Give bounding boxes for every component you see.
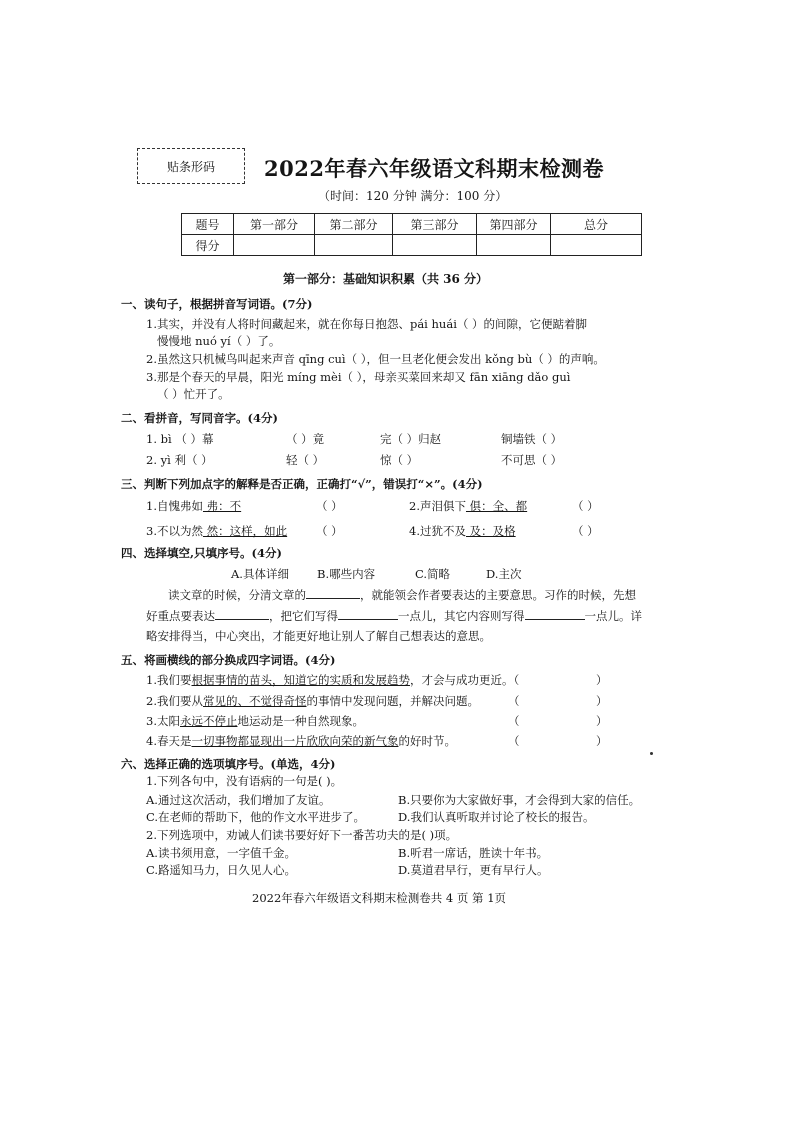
s6-question-1: 1.下列各句中，没有语病的一句是( )。 <box>146 774 343 788</box>
s5-text: 的好时节。 <box>398 734 456 748</box>
s6-q2-option-d: D.莫道君早行，更有早行人。 <box>398 863 549 877</box>
fill-blank[interactable] <box>215 608 269 620</box>
s4-paragraph-line-3: 略安排得当，中心突出，才能更好地让别人了解自己想表达的意思。 <box>146 629 491 643</box>
s4-text: 一点儿，其它内容则写得 <box>398 609 525 623</box>
s5-text: 4.春天是 <box>146 734 192 748</box>
part1-title: 第一部分：基础知识积累（共 36 分） <box>283 272 489 286</box>
s3-item-2-answer: （ ） <box>572 499 599 513</box>
fill-blank[interactable] <box>338 608 398 620</box>
s6-heading: 六、选择正确的选项填序号。(单选，4分) <box>121 757 336 771</box>
s6-question-2: 2.下列选项中，劝诫人们读书要好好下一番苦功夫的是( )项。 <box>146 828 458 842</box>
s5-heading: 五、将画横线的部分换成四字词语。(4分) <box>121 653 336 667</box>
s5-underlined-phrase: 永远不停止 <box>179 714 238 728</box>
s5-item-3 <box>146 714 364 728</box>
score-cell <box>551 235 642 256</box>
s5-item-1-close: ） <box>596 673 608 687</box>
s5-item-3-open: （ <box>508 714 520 728</box>
score-header-cell: 第一部分 <box>234 214 315 235</box>
s6-q2-option-a: A.读书须用意，一字值千金。 <box>146 846 296 860</box>
s6-q1-option-a: A.通过这次活动，我们增加了友谊。 <box>146 793 331 807</box>
s1-line-2: 慢慢地 nuó yí（ ）了。 <box>157 334 281 348</box>
barcode-box <box>137 148 245 184</box>
s5-text: 3.太阳 <box>146 714 180 728</box>
s3-item-1 <box>146 499 241 513</box>
s5-text: 的事情中发现问题，并解决问题。 <box>306 694 479 708</box>
score-cell <box>234 235 315 256</box>
s3-item-3-explanation: 然：这样，如此 <box>202 524 288 538</box>
s4-text: 好重点要表达 <box>146 609 215 623</box>
s5-underlined-phrase: 常见的、不觉得奇怪 <box>202 694 307 708</box>
s3-item-3-answer: （ ） <box>316 524 343 538</box>
s2-r2-item: 轻（ ） <box>286 453 325 467</box>
score-header-cell: 第四部分 <box>477 214 551 235</box>
s5-text: 2.我们要从 <box>146 694 203 708</box>
s4-text: ，就能领会作者要表达的主要意思。习作的时候，先想 <box>360 588 636 602</box>
s5-item-4-open: （ <box>508 734 520 748</box>
s5-item-2-open: （ <box>508 694 520 708</box>
s1-line-3: 2.虽然这只机械鸟叫起来声音 qīng cuì（ ），但一旦老化便会发出 kǒng bù（ ）的声响。 <box>146 352 605 366</box>
s5-item-4 <box>146 734 456 748</box>
score-cell <box>393 235 477 256</box>
score-cell <box>315 235 393 256</box>
s4-heading: 四、选择填空,只填序号。(4分) <box>121 546 282 560</box>
s2-r2-item: 不可思（ ） <box>501 453 563 467</box>
fill-blank[interactable] <box>306 587 360 599</box>
s2-r2-item: 2. yì 利（ ） <box>146 453 213 467</box>
s3-item-1-answer: （ ） <box>316 499 343 513</box>
s3-item-1-phrase: 1.自愧弗如 <box>146 499 203 513</box>
s3-item-4 <box>409 524 516 538</box>
s2-heading: 二、看拼音，写同音字。(4分) <box>121 411 278 425</box>
s6-q1-option-d: D.我们认真听取并讨论了校长的报告。 <box>398 810 595 824</box>
s3-item-4-answer: （ ） <box>572 524 599 538</box>
s3-item-4-explanation: 及：及格 <box>465 524 516 538</box>
s5-text: 1.我们要 <box>146 673 192 687</box>
s3-item-2-explanation: 俱：全、都 <box>465 499 528 513</box>
s4-option: C.简略 <box>415 567 451 581</box>
s3-item-3-phrase: 3.不以为然 <box>146 524 203 538</box>
s5-item-4-close: ） <box>596 734 608 748</box>
s4-paragraph-line-2 <box>146 608 642 623</box>
score-row-label: 得分 <box>182 235 234 256</box>
s5-item-2-close: ） <box>596 694 608 708</box>
s6-q2-option-b: B.听君一席话，胜读十年书。 <box>398 846 549 860</box>
exam-subtitle: （时间：120 分钟 满分：100 分） <box>318 189 508 203</box>
s4-option: D.主次 <box>486 567 522 581</box>
s4-paragraph-line-1 <box>168 587 636 602</box>
s4-text: ，把它们写得 <box>269 609 338 623</box>
s4-option: A.具体详细 <box>231 567 289 581</box>
s1-line-5: （ ）忙开了。 <box>157 387 230 401</box>
score-header-cell: 第三部分 <box>393 214 477 235</box>
s4-text: 读文章的时候，分清文章的 <box>168 588 306 602</box>
s4-option: B.哪些内容 <box>317 567 376 581</box>
s1-line-4: 3.那是个春天的早晨，阳光 míng mèi（ ），母亲买菜回来却又 fān xiāng dǎo guì <box>146 370 571 384</box>
s5-item-3-close: ） <box>596 714 608 728</box>
s6-q2-option-c: C.路遥知马力，日久见人心。 <box>146 863 297 877</box>
s2-r1-item: 铜墙铁（ ） <box>501 432 563 446</box>
speck-mark <box>650 752 653 755</box>
s3-heading: 三、判断下列加点字的解释是否正确，正确打“√”，错误打“×”。(4分) <box>121 477 483 491</box>
s4-text: 一点儿。详 <box>584 609 642 623</box>
s3-item-2-phrase: 2.声泪俱下 <box>409 499 466 513</box>
s6-q1-option-c: C.在老师的帮助下，他的作文水平进步了。 <box>146 810 366 824</box>
s5-text: ，才会与成功更近。（ <box>409 673 520 687</box>
page-footer: 2022年春六年级语文科期末检测卷共 4 页 第 1页 <box>252 891 507 905</box>
s3-item-4-phrase: 4.过犹不及 <box>409 524 466 538</box>
score-header-cell: 第二部分 <box>315 214 393 235</box>
s3-item-2 <box>409 499 527 513</box>
s3-item-3 <box>146 524 287 538</box>
score-table-header-row <box>182 214 642 235</box>
score-cell <box>477 235 551 256</box>
s5-item-2 <box>146 694 479 708</box>
s1-line-1: 1.其实，并没有人将时间藏起来，就在你每日抱怨、pái huái（ ）的间隙，它便踮着脚 <box>146 317 588 331</box>
exam-title: 2022年春六年级语文科期末检测卷 <box>264 156 604 181</box>
s1-heading: 一、读句子，根据拼音写词语。(7分) <box>121 297 313 311</box>
score-table-score-row <box>182 235 642 256</box>
s2-r1-item: 完（ ）归赵 <box>380 432 442 446</box>
s3-item-1-explanation: 弗：不 <box>202 499 242 513</box>
score-header-cell: 题号 <box>182 214 234 235</box>
s2-r2-item: 惊（ ） <box>380 453 419 467</box>
s5-underlined-phrase: 一切事物都显现出一片欣欣向荣的新气象 <box>191 734 399 748</box>
score-table <box>181 213 642 256</box>
s2-r1-item: （ ）竟 <box>286 432 325 446</box>
score-header-cell: 总分 <box>551 214 642 235</box>
s2-r1-item: 1. bì （ ）幕 <box>146 432 214 446</box>
s5-underlined-phrase: 根据事情的苗头，知道它的实质和发展趋势 <box>191 673 410 687</box>
barcode-label: 贴条形码 <box>166 159 215 174</box>
fill-blank[interactable] <box>525 608 585 620</box>
s5-text: 地运动是一种自然现象。 <box>237 714 364 728</box>
s5-item-1 <box>146 673 519 687</box>
s6-q1-option-b: B.只要你为大家做好事，才会得到大家的信任。 <box>398 793 641 807</box>
